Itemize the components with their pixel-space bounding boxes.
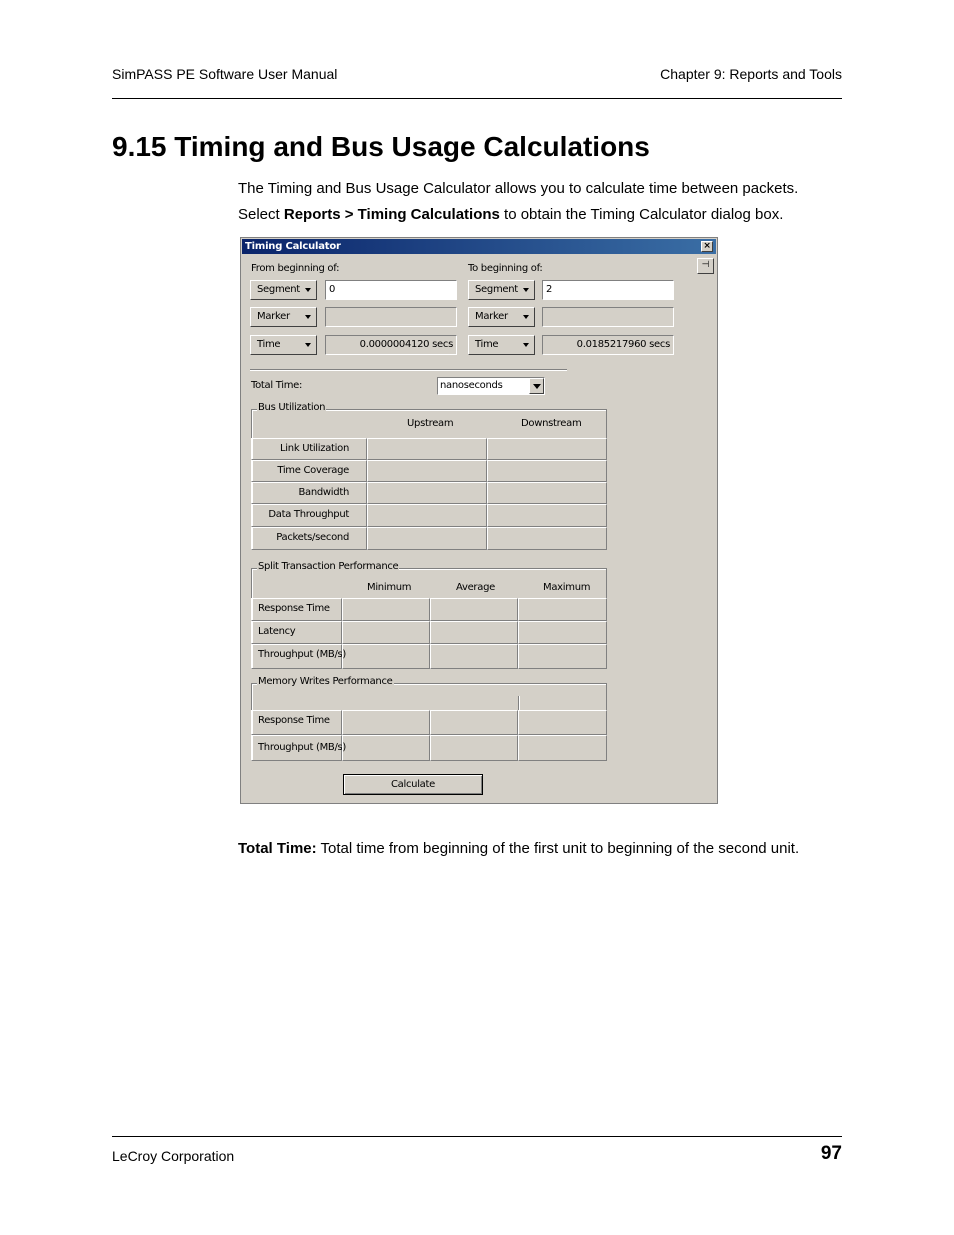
from-time-combo[interactable] (250, 335, 317, 355)
row-label: Throughput (MB/s) (258, 649, 347, 660)
units-select-value: nanoseconds (440, 380, 503, 391)
downstream-cell (487, 504, 607, 527)
table-row (251, 504, 367, 527)
footer-rule (112, 1136, 842, 1137)
average-cell (430, 644, 518, 669)
table-row (251, 735, 347, 761)
average-cell (430, 735, 518, 761)
downstream-cell (487, 460, 607, 482)
from-beginning-label: From beginning of: (251, 263, 340, 274)
pin-icon[interactable]: ⊣ (697, 258, 714, 274)
from-time-input: 0.0000004120 secs (325, 335, 457, 355)
column-divider (518, 696, 520, 710)
table-row (251, 644, 347, 669)
from-segment-combo[interactable] (250, 280, 317, 300)
memory-writes-title: Memory Writes Performance (258, 676, 393, 687)
chevron-down-icon (305, 343, 311, 347)
to-time-input: 0.0185217960 secs (542, 335, 674, 355)
maximum-cell (518, 621, 607, 644)
table-row (251, 460, 367, 482)
menu-path: Reports > Timing Calculations (283, 206, 500, 223)
close-icon[interactable]: × (701, 241, 713, 252)
chevron-down-icon (523, 288, 529, 292)
chevron-down-icon (523, 343, 529, 347)
average-cell (430, 598, 518, 621)
to-segment-combo-text: Segment (475, 284, 518, 295)
average-cell (430, 710, 518, 735)
to-segment-combo[interactable] (468, 280, 535, 300)
row-label: Bandwidth (298, 487, 349, 498)
to-beginning-label: To beginning of: (468, 263, 543, 274)
col-minimum: Minimum (367, 582, 412, 593)
downstream-cell (487, 482, 607, 504)
average-cell (430, 621, 518, 644)
col-upstream: Upstream (407, 418, 454, 429)
from-segment-combo-text: Segment (257, 284, 300, 295)
running-header-chapter: Chapter 9: Reports and Tools (660, 66, 842, 82)
upstream-cell (367, 460, 487, 482)
dialog-title: Timing Calculator (245, 241, 341, 252)
from-time-combo-text: Time (257, 339, 281, 350)
row-label: Time Coverage (277, 465, 349, 476)
row-label: Response Time (258, 715, 330, 726)
chevron-down-icon (523, 315, 529, 319)
col-maximum: Maximum (543, 582, 591, 593)
units-select[interactable] (437, 377, 545, 395)
chevron-down-icon[interactable] (529, 378, 544, 394)
intro-paragraph: The Timing and Bus Usage Calculator allows you to calculate time between packets. (238, 180, 799, 197)
timing-calculator-dialog (240, 237, 718, 804)
from-marker-combo[interactable] (250, 307, 317, 327)
select-post: to obtain the Timing Calculator dialog box. (499, 206, 784, 223)
select-instruction (238, 206, 783, 223)
total-time-label: Total Time: (251, 380, 303, 391)
upstream-cell (367, 504, 487, 527)
col-average: Average (456, 582, 495, 593)
split-transaction-title: Split Transaction Performance (258, 561, 399, 572)
from-marker-input (325, 307, 457, 327)
maximum-cell (518, 710, 607, 735)
chevron-down-icon (305, 288, 311, 292)
minimum-cell (342, 735, 430, 761)
table-row (251, 621, 342, 644)
total-time-term: Total Time: (238, 840, 317, 857)
col-downstream: Downstream (521, 418, 582, 429)
select-pre: Select (238, 206, 284, 223)
from-segment-input[interactable]: 0 (325, 280, 457, 300)
header-rule (112, 98, 842, 99)
section-heading: 9.15 Timing and Bus Usage Calculations (112, 131, 650, 162)
bus-utilization-title: Bus Utilization (258, 402, 326, 413)
upstream-cell (367, 482, 487, 504)
to-time-combo-text: Time (475, 339, 499, 350)
to-marker-input (542, 307, 674, 327)
row-label: Latency (258, 626, 296, 637)
total-time-definition: Total time from beginning of the first unit to beginning of the second unit. (316, 840, 800, 857)
table-row (251, 710, 342, 735)
to-time-combo[interactable] (468, 335, 535, 355)
downstream-cell (487, 438, 607, 460)
row-label: Link Utilization (280, 443, 349, 454)
upstream-cell (367, 438, 487, 460)
row-label: Packets/second (276, 532, 349, 543)
maximum-cell (518, 598, 607, 621)
minimum-cell (342, 644, 430, 669)
running-header-title: SimPASS PE Software User Manual (112, 66, 338, 82)
table-row (251, 438, 367, 460)
from-marker-combo-text: Marker (257, 311, 290, 322)
minimum-cell (342, 621, 430, 644)
chevron-down-icon (305, 315, 311, 319)
table-row (251, 482, 367, 504)
row-label: Response Time (258, 603, 330, 614)
minimum-cell (342, 710, 430, 735)
separator (250, 369, 567, 371)
minimum-cell (342, 598, 430, 621)
to-marker-combo-text: Marker (475, 311, 508, 322)
table-row (251, 527, 367, 550)
table-row (251, 598, 342, 621)
total-time-description (238, 840, 799, 857)
maximum-cell (518, 735, 607, 761)
upstream-cell (367, 527, 487, 550)
page-number: 97 (820, 1143, 842, 1164)
to-marker-combo[interactable] (468, 307, 535, 327)
to-segment-input[interactable]: 2 (542, 280, 674, 300)
calculate-button[interactable]: Calculate (343, 774, 483, 795)
dialog-titlebar (242, 239, 716, 254)
downstream-cell (487, 527, 607, 550)
row-label: Throughput (MB/s) (258, 742, 347, 753)
row-label: Data Throughput (268, 509, 349, 520)
footer-company: LeCroy Corporation (112, 1148, 235, 1164)
maximum-cell (518, 644, 607, 669)
